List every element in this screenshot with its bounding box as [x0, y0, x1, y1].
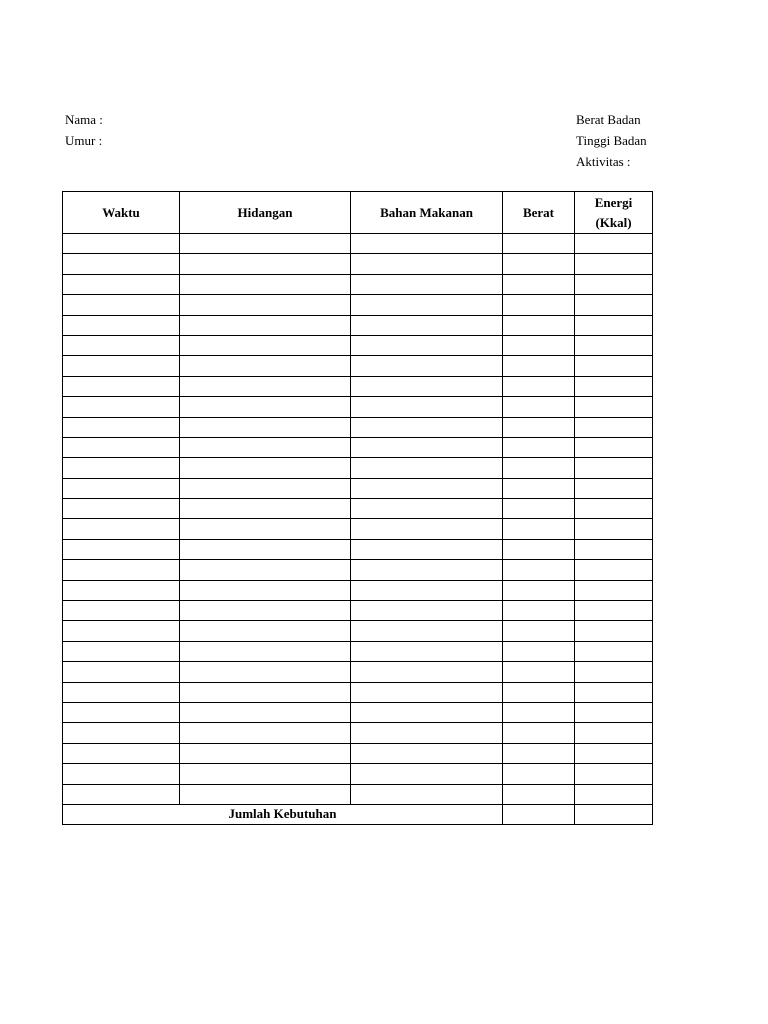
berat-cell[interactable] — [503, 376, 575, 396]
bahan-makanan-cell[interactable] — [351, 254, 503, 274]
table-row — [63, 682, 653, 702]
energi-cell[interactable] — [575, 764, 653, 784]
hidangan-cell[interactable] — [180, 662, 351, 682]
hidangan-cell[interactable] — [180, 295, 351, 315]
total-energi-cell[interactable] — [575, 804, 653, 824]
bahan-makanan-cell[interactable] — [351, 437, 503, 457]
hidangan-cell[interactable] — [180, 784, 351, 804]
hidangan-cell[interactable] — [180, 580, 351, 600]
hidangan-cell[interactable] — [180, 702, 351, 722]
energi-cell[interactable] — [575, 458, 653, 478]
energi-cell[interactable] — [575, 682, 653, 702]
energi-cell[interactable] — [575, 641, 653, 661]
berat-cell[interactable] — [503, 702, 575, 722]
table-row — [63, 295, 653, 315]
energi-cell[interactable] — [575, 580, 653, 600]
table-row — [63, 764, 653, 784]
energi-cell[interactable] — [575, 478, 653, 498]
energi-cell[interactable] — [575, 702, 653, 722]
bahan-makanan-cell[interactable] — [351, 315, 503, 335]
berat-cell[interactable] — [503, 335, 575, 355]
berat-cell[interactable] — [503, 478, 575, 498]
table-row — [63, 315, 653, 335]
energi-cell[interactable] — [575, 539, 653, 559]
waktu-cell[interactable] — [63, 397, 180, 417]
energi-cell[interactable] — [575, 723, 653, 743]
berat-cell[interactable] — [503, 621, 575, 641]
bahan-makanan-cell[interactable] — [351, 682, 503, 702]
hidangan-cell[interactable] — [180, 601, 351, 621]
hidangan-cell[interactable] — [180, 560, 351, 580]
column-header-hidangan: Hidangan — [180, 192, 351, 234]
waktu-cell[interactable] — [63, 519, 180, 539]
table-row — [63, 417, 653, 437]
table-row — [63, 376, 653, 396]
energi-cell[interactable] — [575, 234, 653, 254]
berat-cell[interactable] — [503, 315, 575, 335]
bahan-makanan-cell[interactable] — [351, 417, 503, 437]
waktu-cell[interactable] — [63, 234, 180, 254]
hidangan-cell[interactable] — [180, 519, 351, 539]
bahan-makanan-cell[interactable] — [351, 723, 503, 743]
bahan-makanan-cell[interactable] — [351, 560, 503, 580]
berat-cell[interactable] — [503, 784, 575, 804]
berat-cell[interactable] — [503, 499, 575, 519]
bahan-makanan-cell[interactable] — [351, 662, 503, 682]
waktu-cell[interactable] — [63, 539, 180, 559]
berat-cell[interactable] — [503, 662, 575, 682]
hidangan-cell[interactable] — [180, 682, 351, 702]
hidangan-cell[interactable] — [180, 376, 351, 396]
waktu-cell[interactable] — [63, 764, 180, 784]
waktu-cell[interactable] — [63, 315, 180, 335]
waktu-cell[interactable] — [63, 499, 180, 519]
table-row — [63, 397, 653, 417]
table-row — [63, 356, 653, 376]
table-row — [63, 539, 653, 559]
waktu-cell[interactable] — [63, 601, 180, 621]
waktu-cell[interactable] — [63, 376, 180, 396]
bahan-makanan-cell[interactable] — [351, 702, 503, 722]
energi-cell[interactable] — [575, 784, 653, 804]
waktu-cell[interactable] — [63, 295, 180, 315]
hidangan-cell[interactable] — [180, 356, 351, 376]
energi-cell[interactable] — [575, 397, 653, 417]
waktu-cell[interactable] — [63, 478, 180, 498]
energi-cell[interactable] — [575, 335, 653, 355]
hidangan-cell[interactable] — [180, 641, 351, 661]
waktu-cell[interactable] — [63, 458, 180, 478]
hidangan-cell[interactable] — [180, 764, 351, 784]
table-row — [63, 478, 653, 498]
bahan-makanan-cell[interactable] — [351, 356, 503, 376]
bahan-makanan-cell[interactable] — [351, 641, 503, 661]
table-row — [63, 641, 653, 661]
bahan-makanan-cell[interactable] — [351, 234, 503, 254]
energi-label: Energi — [594, 194, 633, 210]
hidangan-cell[interactable] — [180, 274, 351, 294]
column-header-bahan-makanan: Bahan Makanan — [351, 192, 503, 234]
berat-cell[interactable] — [503, 274, 575, 294]
table-body — [63, 234, 653, 805]
nama-label: Nama : — [65, 112, 103, 127]
energi-cell[interactable] — [575, 743, 653, 763]
table-row — [63, 499, 653, 519]
berat-badan-label: Berat Badan — [576, 112, 641, 127]
waktu-cell[interactable] — [63, 356, 180, 376]
bahan-makanan-cell[interactable] — [351, 458, 503, 478]
berat-cell[interactable] — [503, 234, 575, 254]
energi-cell[interactable] — [575, 417, 653, 437]
hidangan-cell[interactable] — [180, 743, 351, 763]
hidangan-cell[interactable] — [180, 437, 351, 457]
waktu-cell[interactable] — [63, 641, 180, 661]
waktu-cell[interactable] — [63, 274, 180, 294]
table-row — [63, 601, 653, 621]
hidangan-cell[interactable] — [180, 478, 351, 498]
berat-cell[interactable] — [503, 682, 575, 702]
berat-cell[interactable] — [503, 764, 575, 784]
total-label: Jumlah Kebutuhan — [63, 804, 503, 824]
berat-cell[interactable] — [503, 458, 575, 478]
waktu-cell[interactable] — [63, 784, 180, 804]
tinggi-badan-label: Tinggi Badan — [576, 133, 647, 148]
waktu-cell[interactable] — [63, 437, 180, 457]
bahan-makanan-cell[interactable] — [351, 376, 503, 396]
berat-cell[interactable] — [503, 539, 575, 559]
table-row — [63, 580, 653, 600]
table-row — [63, 254, 653, 274]
food-log-table — [62, 191, 653, 825]
berat-cell[interactable] — [503, 417, 575, 437]
berat-cell[interactable] — [503, 519, 575, 539]
energi-cell[interactable] — [575, 662, 653, 682]
waktu-cell[interactable] — [63, 417, 180, 437]
table-row — [63, 519, 653, 539]
table-row — [63, 784, 653, 804]
table-row — [63, 662, 653, 682]
hidangan-cell[interactable] — [180, 417, 351, 437]
energi-cell[interactable] — [575, 315, 653, 335]
bahan-makanan-cell[interactable] — [351, 335, 503, 355]
table-header-row — [63, 192, 653, 234]
table-row — [63, 335, 653, 355]
berat-cell[interactable] — [503, 254, 575, 274]
energi-cell[interactable] — [575, 437, 653, 457]
bahan-makanan-cell[interactable] — [351, 478, 503, 498]
column-header-waktu: Waktu — [63, 192, 180, 234]
waktu-cell[interactable] — [63, 702, 180, 722]
table-row — [63, 702, 653, 722]
bahan-makanan-cell[interactable] — [351, 397, 503, 417]
umur-label: Umur : — [65, 133, 103, 148]
berat-cell[interactable] — [503, 743, 575, 763]
hidangan-cell[interactable] — [180, 723, 351, 743]
hidangan-cell[interactable] — [180, 397, 351, 417]
column-header-energi — [575, 192, 653, 234]
waktu-cell[interactable] — [63, 723, 180, 743]
table-row — [63, 723, 653, 743]
hidangan-cell[interactable] — [180, 254, 351, 274]
table-row — [63, 560, 653, 580]
table-row — [63, 621, 653, 641]
bahan-makanan-cell[interactable] — [351, 601, 503, 621]
bahan-makanan-cell[interactable] — [351, 499, 503, 519]
bahan-makanan-cell[interactable] — [351, 784, 503, 804]
bahan-makanan-cell[interactable] — [351, 621, 503, 641]
bahan-makanan-cell[interactable] — [351, 295, 503, 315]
energi-cell[interactable] — [575, 621, 653, 641]
hidangan-cell[interactable] — [180, 621, 351, 641]
hidangan-cell[interactable] — [180, 539, 351, 559]
berat-cell[interactable] — [503, 641, 575, 661]
hidangan-cell[interactable] — [180, 335, 351, 355]
hidangan-cell[interactable] — [180, 499, 351, 519]
hidangan-cell[interactable] — [180, 458, 351, 478]
waktu-cell[interactable] — [63, 560, 180, 580]
table-row — [63, 743, 653, 763]
waktu-cell[interactable] — [63, 621, 180, 641]
energi-cell[interactable] — [575, 376, 653, 396]
berat-cell[interactable] — [503, 437, 575, 457]
bahan-makanan-cell[interactable] — [351, 764, 503, 784]
bahan-makanan-cell[interactable] — [351, 274, 503, 294]
energi-cell[interactable] — [575, 295, 653, 315]
waktu-cell[interactable] — [63, 662, 180, 682]
table-row — [63, 437, 653, 457]
berat-cell[interactable] — [503, 723, 575, 743]
waktu-cell[interactable] — [63, 254, 180, 274]
kkal-label: (Kkal) — [595, 214, 632, 230]
waktu-cell[interactable] — [63, 580, 180, 600]
energi-cell[interactable] — [575, 274, 653, 294]
berat-cell[interactable] — [503, 295, 575, 315]
energi-cell[interactable] — [575, 499, 653, 519]
energi-cell[interactable] — [575, 560, 653, 580]
berat-cell[interactable] — [503, 560, 575, 580]
bahan-makanan-cell[interactable] — [351, 743, 503, 763]
waktu-cell[interactable] — [63, 335, 180, 355]
total-berat-cell[interactable] — [503, 804, 575, 824]
berat-cell[interactable] — [503, 356, 575, 376]
table-row — [63, 274, 653, 294]
table-row — [63, 234, 653, 254]
total-row — [63, 804, 653, 824]
energi-cell[interactable] — [575, 519, 653, 539]
table-row — [63, 458, 653, 478]
hidangan-cell[interactable] — [180, 234, 351, 254]
energi-cell[interactable] — [575, 601, 653, 621]
hidangan-cell[interactable] — [180, 315, 351, 335]
aktivitas-label: Aktivitas : — [576, 154, 631, 169]
waktu-cell[interactable] — [63, 682, 180, 702]
bahan-makanan-cell[interactable] — [351, 519, 503, 539]
column-header-berat: Berat — [503, 192, 575, 234]
berat-cell[interactable] — [503, 601, 575, 621]
bahan-makanan-cell[interactable] — [351, 539, 503, 559]
bahan-makanan-cell[interactable] — [351, 580, 503, 600]
energi-cell[interactable] — [575, 356, 653, 376]
berat-cell[interactable] — [503, 397, 575, 417]
berat-cell[interactable] — [503, 580, 575, 600]
energi-cell[interactable] — [575, 254, 653, 274]
waktu-cell[interactable] — [63, 743, 180, 763]
